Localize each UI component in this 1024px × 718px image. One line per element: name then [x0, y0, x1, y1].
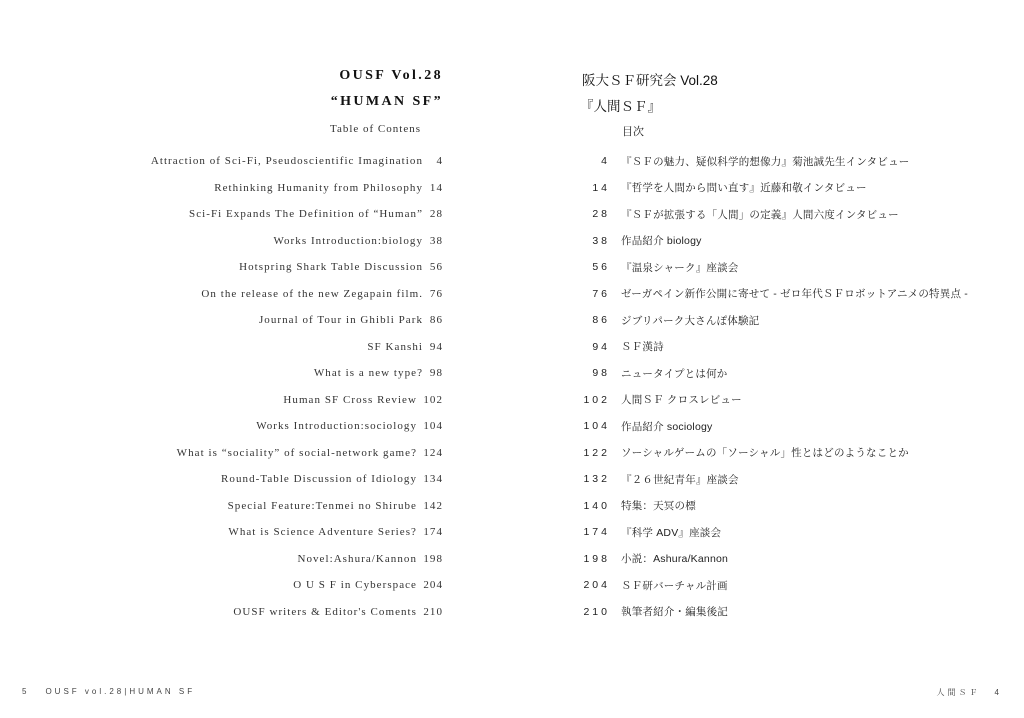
toc-entry [572, 334, 1012, 361]
toc-entry [572, 519, 1012, 546]
footer-right [937, 687, 1002, 698]
toc-entry [3, 546, 443, 573]
toc-entry-page: 86 [592, 314, 610, 327]
page-number-left: 5 [22, 687, 30, 696]
toc-entry-title: 『ＳＦの魅力、疑似科学的想像力』菊池誠先生インタビュー [621, 155, 910, 168]
toc-entry [572, 148, 1012, 175]
toc-entry-page: 102 [583, 393, 610, 406]
toc-entry [3, 281, 443, 308]
running-title-right: 人間ＳＦ [936, 688, 981, 697]
toc-entry-title: 『ＳＦが拡張する「人間」の定義』人間六度インタビュー [621, 208, 899, 221]
toc-entry [572, 360, 1012, 387]
toc-entry-title: ジブリパーク大さんぽ体験記 [621, 314, 760, 327]
toc-entry [3, 493, 443, 520]
toc-entry-title: 『２６世紀青年』座談会 [621, 473, 739, 486]
toc-entry-title: Works Introduction:biology [273, 234, 423, 247]
toc-entry-title: 執筆者紹介・編集後記 [621, 606, 728, 619]
toc-entry-title: 『哲学を人間から問い直す』近藤和敬インタビュー [621, 182, 867, 195]
toc-entry-page: 210 [423, 605, 443, 618]
toc-entry-title: ゼーガペイン新作公開に寄せて - ゼロ年代ＳＦロボットアニメの特異点 - [621, 288, 968, 301]
toc-entry [3, 254, 443, 281]
toc-list-english [3, 148, 443, 625]
toc-entry-page: 38 [429, 234, 443, 247]
toc-entry [572, 466, 1012, 493]
toc-entry-page: 132 [583, 473, 610, 486]
toc-entry-page: 38 [592, 234, 610, 247]
toc-entry-title: 特集：天冥の標 [621, 500, 696, 513]
toc-entry-title: ＳＦ漢詩 [621, 341, 664, 354]
toc-entry-page: 94 [429, 340, 443, 353]
toc-entry [3, 175, 443, 202]
toc-entry-title: O U S F in Cyberspace [293, 579, 417, 592]
toc-entry-page: 4 [601, 155, 610, 168]
issue-theme-japanese: 『人間ＳＦ』 [580, 99, 661, 114]
toc-entry-page: 142 [423, 499, 443, 512]
toc-entry-title: Novel:Ashura/Kannon [297, 552, 417, 565]
toc-entry-page: 98 [592, 367, 610, 380]
toc-entry-title: 小説：Ashura/Kannon [621, 553, 729, 566]
toc-entry-title: Works Introduction:sociology [256, 420, 417, 433]
toc-entry [3, 572, 443, 599]
toc-entry-title: 『温泉シャーク』座談会 [621, 261, 739, 274]
toc-entry-title: OUSF writers & Editor's Coments [233, 605, 417, 618]
toc-entry-page: 204 [583, 579, 610, 592]
toc-entry-title: ソーシャルゲームの「ソーシャル」性とはどのようなことか [621, 447, 909, 460]
toc-entry-title: 人間ＳＦ クロスレビュー [621, 394, 742, 407]
toc-entry [3, 413, 443, 440]
page-number-right: 4 [994, 688, 1002, 697]
toc-entry [3, 440, 443, 467]
toc-entry-page: 198 [583, 552, 610, 565]
toc-entry-page: 174 [583, 526, 610, 539]
toc-entry [572, 281, 1012, 308]
toc-entry-page: 28 [592, 208, 610, 221]
toc-entry-page: 86 [429, 314, 443, 327]
toc-entry [572, 546, 1012, 573]
toc-entry-page: 14 [429, 181, 443, 194]
toc-entry [572, 228, 1012, 255]
toc-entry-page: 122 [583, 446, 610, 459]
toc-entry-title: Special Feature:Tenmei no Shirube [227, 499, 417, 512]
toc-entry-page: 104 [583, 420, 610, 433]
toc-entry-title: What is Science Adventure Series? [228, 526, 417, 539]
toc-entry [3, 466, 443, 493]
running-title-left: OUSF vol.28|HUMAN SF [45, 687, 196, 696]
toc-entry-page: 98 [429, 367, 443, 380]
toc-entry-title: Human SF Cross Review [283, 393, 417, 406]
toc-entry-title: 作品紹介 biology [621, 235, 702, 248]
toc-entry-page: 28 [429, 208, 443, 221]
toc-entry [572, 599, 1012, 626]
issue-title-japanese: 阪大ＳＦ研究会 Vol.28 [582, 73, 718, 88]
toc-entry-title: 『科学 ADV』座談会 [621, 526, 722, 539]
toc-entry [3, 334, 443, 361]
toc-entry [572, 201, 1012, 228]
toc-entry-page: 140 [583, 499, 610, 512]
toc-entry [3, 201, 443, 228]
toc-entry-page: 134 [423, 473, 443, 486]
toc-entry [3, 360, 443, 387]
toc-entry [3, 148, 443, 175]
toc-entry-page: 76 [429, 287, 443, 300]
toc-entry-page: 174 [423, 526, 443, 539]
issue-theme-english: “HUMAN SF” [330, 94, 443, 109]
toc-entry [572, 175, 1012, 202]
toc-entry-page: 14 [592, 181, 610, 194]
toc-entry [572, 387, 1012, 414]
toc-entry-title: What is “sociality” of social-network game? [176, 446, 417, 459]
toc-entry-page: 94 [592, 340, 610, 353]
toc-entry-title: ＳＦ研バーチャル計画 [621, 579, 728, 592]
toc-entry-page: 104 [423, 420, 443, 433]
toc-entry-title: On the release of the new Zegapain film. [201, 287, 423, 300]
toc-entry-title: Journal of Tour in Ghibli Park [258, 314, 423, 327]
toc-entry-page: 56 [592, 261, 610, 274]
toc-entry-page: 56 [429, 261, 443, 274]
toc-entry [3, 599, 443, 626]
toc-entry-title: Sci-Fi Expands The Definition of “Human” [189, 208, 423, 221]
toc-entry [572, 254, 1012, 281]
toc-entry-page: 102 [423, 393, 443, 406]
toc-entry [572, 572, 1012, 599]
toc-entry-title: 作品紹介 sociology [621, 420, 713, 433]
toc-entry-title: ニュータイプとは何か [621, 367, 728, 380]
toc-entry-page: 4 [436, 155, 443, 168]
toc-entry [572, 307, 1012, 334]
toc-entry-title: What is a new type? [313, 367, 423, 380]
toc-entry [3, 387, 443, 414]
toc-entry [3, 519, 443, 546]
toc-entry [572, 413, 1012, 440]
toc-entry-page: 210 [583, 605, 610, 618]
toc-entry [3, 307, 443, 334]
toc-heading-japanese: 目次 [622, 126, 644, 138]
footer-left [22, 687, 195, 696]
issue-title-english: OUSF Vol.28 [339, 68, 443, 83]
toc-entry-page: 198 [423, 552, 443, 565]
toc-entry [572, 493, 1012, 520]
toc-entry [3, 228, 443, 255]
toc-heading-english: Table of Contens [330, 123, 421, 135]
right-page-japanese-toc [512, 0, 1024, 718]
toc-entry-page: 124 [423, 446, 443, 459]
toc-entry-title: Attraction of Sci-Fi, Pseudoscientific Imagination [150, 155, 423, 168]
toc-entry-title: Hotspring Shark Table Discussion [239, 261, 423, 274]
toc-entry-page: 76 [592, 287, 610, 300]
toc-entry-title: Rethinking Humanity from Philosophy [214, 181, 423, 194]
toc-entry-page: 204 [423, 579, 443, 592]
toc-entry-title: Round-Table Discussion of Idiology [221, 473, 417, 486]
toc-list-japanese [572, 148, 1012, 625]
toc-entry-title: SF Kanshi [367, 340, 423, 353]
toc-entry [572, 440, 1012, 467]
